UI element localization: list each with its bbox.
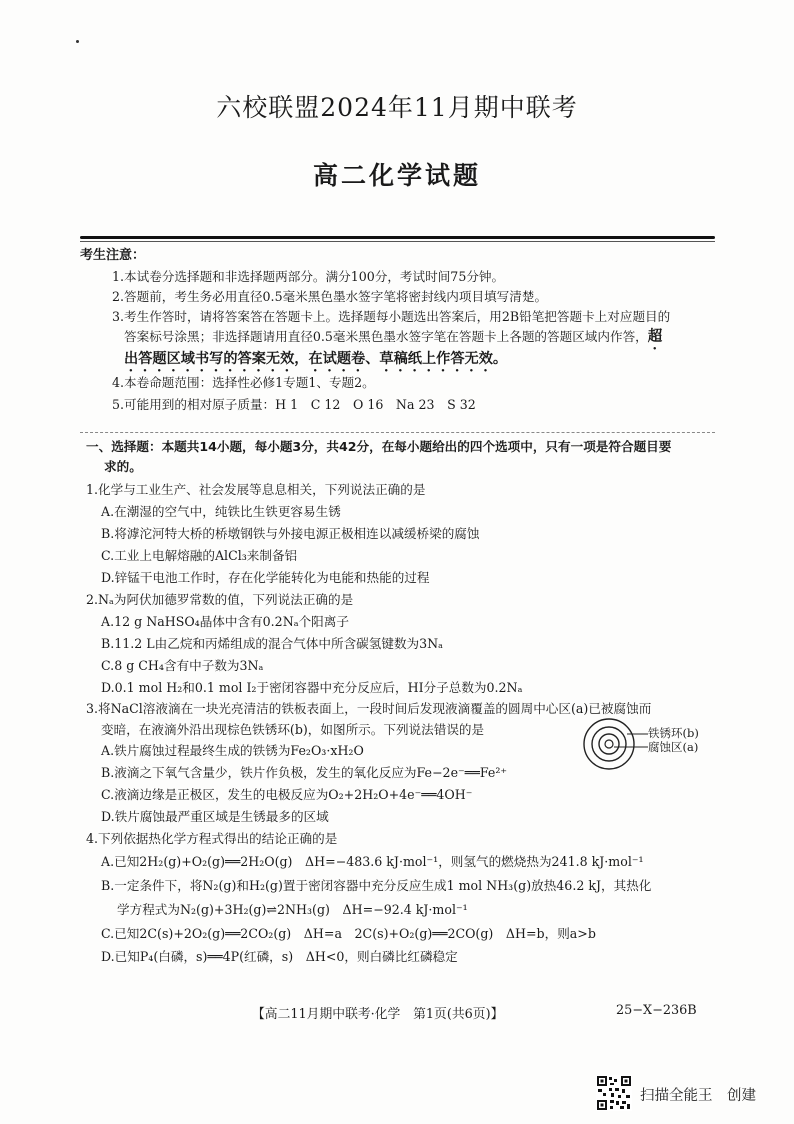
notice-item-1: 1.本试卷分选择题和非选择题两部分。满分100分，考试时间75分钟。	[112, 269, 505, 284]
q1-option-a: A.在潮湿的空气中，纯铁比生铁更容易生锈	[101, 504, 341, 519]
header-rule	[80, 236, 715, 239]
q4-option-b-b: 学方程式为N₂(g)+3H₂(g)⇌2NH₃(g) ΔH=−92.4 kJ·mol⁻¹	[117, 902, 468, 917]
q3-stem-b: 变暗，在液滴外沿出现棕色铁锈环(b)，如图所示。下列说法错误的是	[101, 722, 485, 737]
scanner-watermark: 扫描全能王 创建	[640, 1088, 756, 1104]
fig-label-rust-ring: 铁锈环(b)	[648, 726, 699, 740]
section-heading-b: 求的。	[104, 459, 142, 474]
q3-stem-a: 3.将NaCl溶液滴在一块光亮清洁的铁板表面上，一段时间后发现液滴覆盖的圆周中心区(a)已被腐蚀而	[86, 701, 652, 716]
q2-option-a: A.12 g NaHSO₄晶体中含有0.2Nₐ个阳离子	[101, 614, 349, 629]
notice-item-3c: 出答题区域书写的答案无效，在试题卷、草稿纸上作答无效。	[124, 351, 508, 367]
exam-subtitle: 高二化学试题	[312, 161, 481, 190]
q4-option-b-a: B.一定条件下，将N₂(g)和H₂(g)置于密闭容器中充分反应生成1 mol NH₃(g)放热46.2 kJ，其热化	[101, 878, 652, 893]
notice-item-4: 4.本卷命题范围：选择性必修1专题1、专题2。	[112, 375, 375, 390]
q3-option-b: B.液滴之下氧气含量少，铁片作负极，发生的氧化反应为Fe−2e⁻══Fe²⁺	[101, 765, 508, 780]
q3-option-a: A.铁片腐蚀过程最终生成的铁锈为Fe₂O₃·xH₂O	[101, 743, 364, 758]
q1-option-d: D.锌锰干电池工作时，存在化学能转化为电能和热能的过程	[101, 570, 430, 585]
page-footer: 【高二11月期中联考·化学 第1页(共6页)】	[252, 1007, 504, 1022]
q4-option-d: D.已知P₄(白磷，s)══4P(红磷，s) ΔH<0，则白磷比红磷稳定	[101, 949, 458, 964]
q2-option-d: D.0.1 mol H₂和0.1 mol I₂于密闭容器中充分反应后，HI分子总数为0.2Nₐ	[101, 680, 523, 695]
corrosion-diagram	[582, 716, 722, 772]
notice-divider	[80, 432, 715, 433]
notice-item-3b-bold: 超	[647, 329, 663, 345]
notice-item-3b-text: 答案标号涂黑；非选择题请用直径0.5毫米黑色墨水签字笔在答题卡上各题的答题区域内作答，	[124, 329, 648, 344]
section-heading-a: 一、选择题：本题共14小题，每小题3分，共42分，在每小题给出的四个选项中，只有一项是符合题目要	[86, 439, 672, 454]
q1-option-b: B.将滹沱河特大桥的桥墩钢铁与外接电源正极相连以减缓桥梁的腐蚀	[101, 526, 480, 541]
qr-code-icon	[596, 1075, 632, 1111]
header-rule-thin	[80, 241, 715, 242]
notice-item-2: 2.答题前，考生务必用直径0.5毫米黑色墨水签字笔将密封线内项目填写清楚。	[112, 289, 548, 304]
exam-title: 六校联盟2024年11月期中联考	[216, 93, 578, 122]
exam-code: 25−X−236B	[616, 1003, 697, 1018]
q2-stem: 2.Nₐ为阿伏加德罗常数的值，下列说法正确的是	[86, 592, 354, 607]
q4-option-c: C.已知2C(s)+2O₂(g)══2CO₂(g) ΔH=a 2C(s)+O₂(g)══2CO(g) ΔH=b，则a>b	[101, 926, 596, 941]
q2-option-b: B.11.2 L由乙烷和丙烯组成的混合气体中所含碳氢键数为3Nₐ	[101, 636, 444, 651]
notice-item-5: 5.可能用到的相对原子质量：H 1 C 12 O 16 Na 23 S 32	[112, 397, 476, 412]
fig-label-corrosion-zone: 腐蚀区(a)	[648, 740, 699, 754]
q1-option-c: C.工业上电解熔融的AlCl₃来制备铝	[101, 548, 298, 563]
q2-option-c: C.8 g CH₄含有中子数为3Nₐ	[101, 658, 264, 673]
q3-option-c: C.液滴边缘是正极区，发生的电极反应为O₂+2H₂O+4e⁻══4OH⁻	[101, 787, 473, 802]
q4-stem: 4.下列依据热化学方程式得出的结论正确的是	[86, 831, 338, 846]
stray-dot	[76, 40, 79, 43]
q4-option-a: A.已知2H₂(g)+O₂(g)══2H₂O(g) ΔH=−483.6 kJ·mol⁻¹，则氢气的燃烧热为241.8 kJ·mol⁻¹	[101, 854, 644, 869]
q1-stem: 1.化学与工业生产、社会发展等息息相关，下列说法正确的是	[86, 482, 426, 497]
notice-heading: 考生注意：	[80, 248, 146, 263]
notice-item-3a: 3.考生作答时，请将答案答在答题卡上。选择题每小题选出答案后，用2B铅笔把答题卡上对应题目的	[112, 309, 671, 324]
q3-option-d: D.铁片腐蚀最严重区域是生锈最多的区域	[101, 809, 329, 824]
